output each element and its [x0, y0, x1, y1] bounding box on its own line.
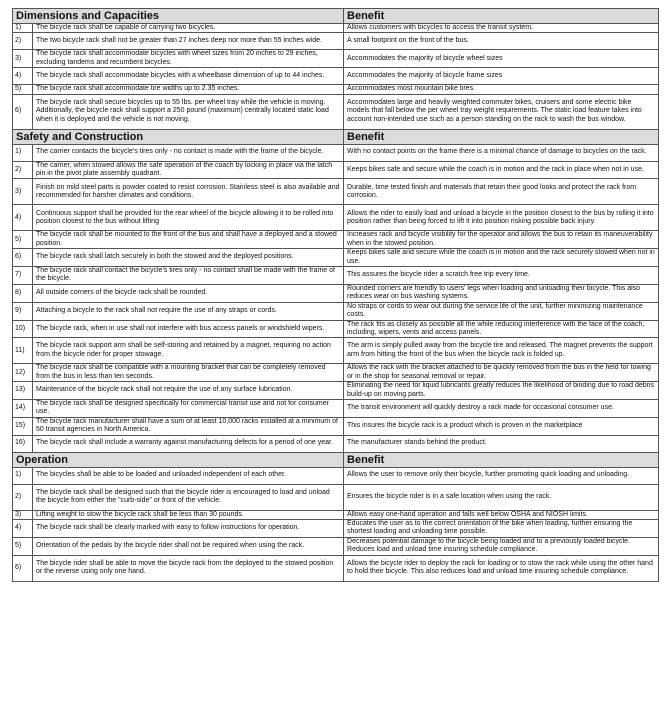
benefit-text: The transit environment will quickly destroy a rack made for occasional consumer use. — [344, 399, 659, 417]
benefit-text: Ensures the bicycle rider is in a safe location when using the rack. — [344, 484, 659, 510]
table-row — [13, 302, 659, 320]
benefit-text: Eliminating the need for liquid lubricants greatly reduces the likelihood of binding due to road debris build-up on moving parts. — [344, 382, 659, 400]
table-row — [13, 50, 659, 68]
requirement-text: The bicycle rack support arm shall be self-storing and retained by a magnet, requiring no action from the bicycle rider for proper stowage. — [33, 338, 344, 364]
table-row — [13, 555, 659, 581]
item-number: 4) — [13, 519, 33, 537]
requirement-text: The bicycle rack shall be compatible with a mounting bracket that can be completely removed from the bus in less than ten seconds. — [33, 364, 344, 382]
item-number: 2) — [13, 484, 33, 510]
item-number: 2) — [13, 33, 33, 50]
requirement-text: All outside corners of the bicycle rack shall be rounded. — [33, 284, 344, 302]
requirement-text: The bicycle rack shall include a warranty against manufacturing defects for a period of one year. — [33, 435, 344, 452]
benefit-text: A small footprint on the front of the bus. — [344, 33, 659, 50]
table-row — [13, 399, 659, 417]
benefit-text: Keeps bikes safe and secure while the coach is in motion and the rack in place when not in use. — [344, 161, 659, 179]
table-row — [13, 179, 659, 205]
requirement-text: The bicycle rack shall be capable of carrying two bicycles. — [33, 24, 344, 33]
section-header-dimensions-capacities — [13, 9, 659, 24]
table-row — [13, 231, 659, 249]
table-row — [13, 484, 659, 510]
benefit-text: With no contact points on the frame there is a minimal chance of damage to bicycles on the rack. — [344, 144, 659, 161]
item-number: 6) — [13, 555, 33, 581]
table-row — [13, 267, 659, 285]
table-row — [13, 435, 659, 452]
requirement-text: The bicycle rack shall be designed specifically for commercial transit use and not for consumer use. — [33, 399, 344, 417]
benefit-text: Durable, time tested finish and materials that retain their good looks and protect the rack from corrosion. — [344, 179, 659, 205]
item-number: 3) — [13, 50, 33, 68]
requirement-text: The bicycle rider shall be able to move the bicycle rack from the deployed to the stowed position or the reverse using only one hand. — [33, 555, 344, 581]
requirement-text: The carrier, when stowed allows the safe operation of the coach by locking in place via the latch pin in the pivot plate assembly quadrant. — [33, 161, 344, 179]
benefit-text: The rack fits as closely as possible all the while reducing interference with the face of the coach, including, wipers, vents and access panels. — [344, 320, 659, 338]
requirement-text: Finish on mild steel parts is powder coated to resist corrosion. Stainless steel is also available and recommended for harsher climates and conditions. — [33, 179, 344, 205]
item-number: 11) — [13, 338, 33, 364]
section-title: Dimensions and Capacities — [13, 9, 344, 24]
item-number: 3) — [13, 510, 33, 519]
benefit-text: Accommodates most mountain bike tires. — [344, 85, 659, 94]
table-row — [13, 537, 659, 555]
requirement-text: The bicycle rack shall be designed such that the bicycle rider is encouraged to load and unload the bicycle from either the "curb-side" or front of the vehicle. — [33, 484, 344, 510]
item-number: 5) — [13, 537, 33, 555]
table-row — [13, 467, 659, 484]
requirement-text: Lifting weight to stow the bicycle rack shall be less than 30 pounds. — [33, 510, 344, 519]
table-row — [13, 249, 659, 267]
requirement-text: The bicycle rack shall secure bicycles up to 55 lbs. per wheel tray while the vehicle is moving. Additionally, the bicycle rack shall support a 250 pound (maximum) centrally located static load when it is deployed and the vehicle is not moving. — [33, 94, 344, 129]
section-title: Safety and Construction — [13, 129, 344, 144]
table-row — [13, 33, 659, 50]
item-number: 5) — [13, 85, 33, 94]
benefit-text: Rounded corners are friendly to users' legs when loading and unloading their bicycle. This also reduces wear on bus washing systems. — [344, 284, 659, 302]
requirement-text: The bicycle rack shall accommodate bicycles with a wheelbase dimension of up to 44 inches. — [33, 68, 344, 85]
item-number: 3) — [13, 179, 33, 205]
table-row — [13, 24, 659, 33]
requirement-text: The carrier contacts the bicycle's tires only - no contact is made with the frame of the bicycle. — [33, 144, 344, 161]
requirement-text: The bicycle rack shall be mounted to the front of the bus and shall have a deployed and a stowed position. — [33, 231, 344, 249]
item-number: 10) — [13, 320, 33, 338]
requirement-text: Maintenance of the bicycle rack shall not require the use of any surface lubrication. — [33, 382, 344, 400]
requirement-text: The bicycle rack shall latch securely in both the stowed and the deployed positions. — [33, 249, 344, 267]
item-number: 1) — [13, 144, 33, 161]
benefit-text: Educates the user as to the correct orientation of the bike when loading, further ensuring the shortest loading and unloading time possible. — [344, 519, 659, 537]
requirement-text: The bicycles shall be able to be loaded and unloaded independent of each other. — [33, 467, 344, 484]
item-number: 14) — [13, 399, 33, 417]
item-number: 1) — [13, 467, 33, 484]
table-row — [13, 417, 659, 435]
section-header-safety-construction — [13, 129, 659, 144]
benefit-text: No straps or cords to wear out during the service life of the unit, further minimizing maintenance costs. — [344, 302, 659, 320]
spec-document — [12, 8, 658, 582]
section-title: Operation — [13, 452, 344, 467]
benefit-text: The manufacturer stands behind the product. — [344, 435, 659, 452]
benefit-text: Allows customers with bicycles to access the transit system. — [344, 24, 659, 33]
table-row — [13, 382, 659, 400]
item-number: 6) — [13, 249, 33, 267]
benefit-text: Decreases potential damage to the bicycle being loaded and to a previously loaded bicycle. Reduces load and unload time insuring schedule compliance. — [344, 537, 659, 555]
requirement-text: The bicycle rack shall accommodate tire widths up to 2.35 inches. — [33, 85, 344, 94]
benefit-text: Accommodates the majority of bicycle wheel sizes — [344, 50, 659, 68]
benefit-text: Allows the rack with the bracket attached to be quickly removed from the bus in the field for towing or in the shop for seasonal removal or repair. — [344, 364, 659, 382]
item-number: 13) — [13, 382, 33, 400]
item-number: 16) — [13, 435, 33, 452]
item-number: 15) — [13, 417, 33, 435]
table-row — [13, 144, 659, 161]
benefit-text: Keeps bikes safe and secure while the coach is in motion and the rack securely stowed when not in use. — [344, 249, 659, 267]
benefit-text: Allows easy one-hand operation and falls well below OSHA and NIOSH limits. — [344, 510, 659, 519]
requirement-text: The bicycle rack shall accommodate bicycles with wheel sizes from 20 inches to 29 inches, excluding tandems and recumbent bicycles. — [33, 50, 344, 68]
table-row — [13, 94, 659, 129]
table-row — [13, 68, 659, 85]
table-row — [13, 161, 659, 179]
requirement-text: Orientation of the pedals by the bicycle rider shall not be required when using the rack. — [33, 537, 344, 555]
table-row — [13, 364, 659, 382]
requirement-text: The bicycle rack shall be clearly marked with easy to follow instructions for operation. — [33, 519, 344, 537]
item-number: 9) — [13, 302, 33, 320]
item-number: 5) — [13, 231, 33, 249]
benefit-text: Allows the user to remove only their bicycle, further promoting quick loading and unloading. — [344, 467, 659, 484]
requirement-text: The bicycle rack, when in use shall not interfere with bus access panels or windshield wipers. — [33, 320, 344, 338]
item-number: 6) — [13, 94, 33, 129]
requirement-text: Attaching a bicycle to the rack shall not require the use of any straps or cords. — [33, 302, 344, 320]
item-number: 12) — [13, 364, 33, 382]
requirement-text: The bicycle rack shall contact the bicycle's tires only - no contact shall be made with the frame of the bicycle. — [33, 267, 344, 285]
benefit-heading: Benefit — [344, 9, 659, 24]
item-number: 1) — [13, 24, 33, 33]
benefit-text: This insures the bicycle rack is a product which is proven in the marketplace — [344, 417, 659, 435]
item-number: 8) — [13, 284, 33, 302]
table-row — [13, 284, 659, 302]
benefit-text: Accommodates large and heavily weighted commuter bikes, cruisers and some electric bike models that fall below the per wheel tray weight requirements. The static load feature takes into account non-intended use such as a person standing on the rack to wash the bus window. — [344, 94, 659, 129]
section-header-operation — [13, 452, 659, 467]
benefit-text: Accommodates the majority of bicycle frame sizes — [344, 68, 659, 85]
item-number: 7) — [13, 267, 33, 285]
benefit-heading: Benefit — [344, 129, 659, 144]
benefit-text: The arm is simply pulled away from the bicycle tire and released. The magnet prevents the support arm from hitting the front of the bus when the bicycle rack is folded up. — [344, 338, 659, 364]
table-row — [13, 205, 659, 231]
item-number: 2) — [13, 161, 33, 179]
table-row — [13, 510, 659, 519]
requirement-text: Continuous support shall be provided for the rear wheel of the bicycle allowing it to be rolled into position closest to the bus without lifting — [33, 205, 344, 231]
item-number: 4) — [13, 205, 33, 231]
table-row — [13, 338, 659, 364]
benefit-text: Allows the bicycle rider to deploy the rack for loading or to stow the rack while using the other hand to hold their bicycle. This also reduces load and unload time insuring schedule compliance. — [344, 555, 659, 581]
requirement-text: The two bicycle rack shall not be greater than 27 inches deep nor more than 55 inches wide. — [33, 33, 344, 50]
table-row — [13, 320, 659, 338]
benefit-text: Increases rack and bicycle visibility for the operator and allows the bus to retain its maneuverability when in the stowed position. — [344, 231, 659, 249]
benefit-text: Allows the rider to easily load and unload a bicycle in the position closest to the bus by rolling it into position rather than being forced to lift it into position risking possible back injury. — [344, 205, 659, 231]
spec-table — [12, 8, 659, 582]
item-number: 4) — [13, 68, 33, 85]
requirement-text: The bicycle rack manufacturer shall have a sum of at least 10,000 racks installed at a minimum of 50 transit agencies in North America. — [33, 417, 344, 435]
benefit-heading: Benefit — [344, 452, 659, 467]
benefit-text: This assures the bicycle rider a scratch free trip every time. — [344, 267, 659, 285]
table-row — [13, 519, 659, 537]
table-row — [13, 85, 659, 94]
